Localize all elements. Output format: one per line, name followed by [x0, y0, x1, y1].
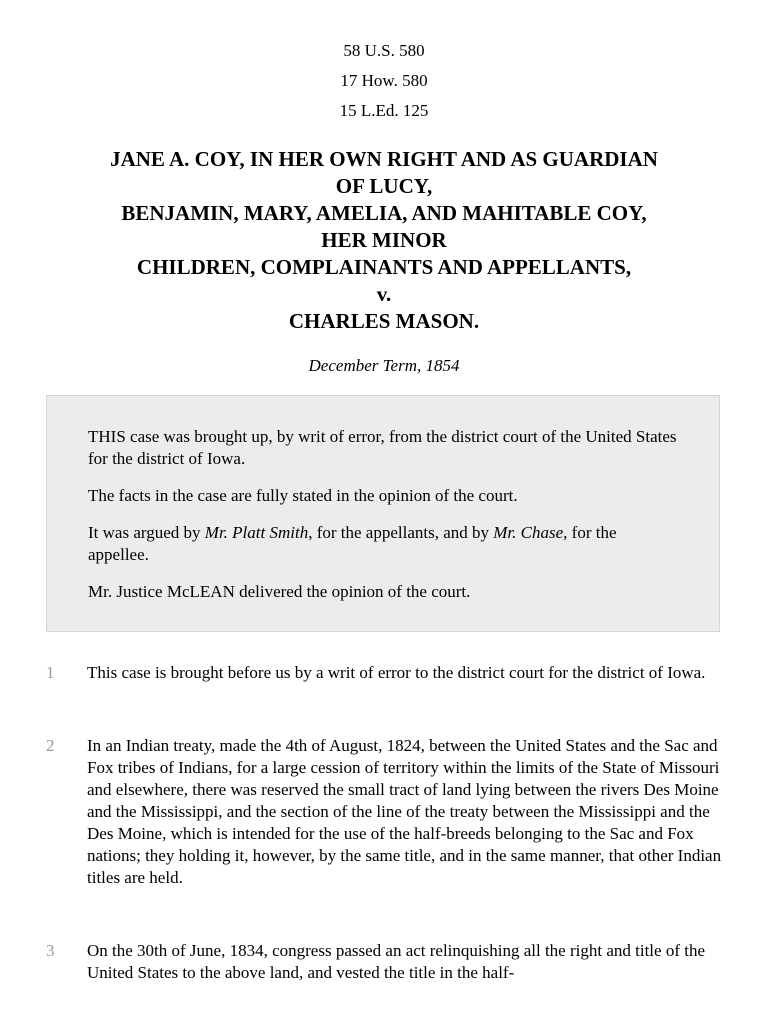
citation-how: 17 How. 580 [340, 71, 428, 90]
title-line: BENJAMIN, MARY, AMELIA, AND MAHITABLE COY, [121, 201, 647, 225]
paragraph-number: 2 [46, 736, 55, 755]
citation-led: 15 L.Ed. 125 [339, 101, 429, 120]
title-line: v. [376, 282, 392, 306]
citations [0, 36, 768, 126]
case-title [0, 146, 768, 335]
title-line: CHILDREN, COMPLAINANTS AND APPELLANTS, [136, 255, 632, 279]
syllabus-paragraph: THIS case was brought up, by writ of error, from the district court of the United States for the district of Iowa. [88, 427, 677, 468]
syllabus-counsel-paragraph [88, 522, 679, 566]
paragraph-number: 3 [46, 941, 55, 960]
syllabus-paragraph: The facts in the case are fully stated in the opinion of the court. [88, 486, 518, 505]
counsel-appellants: Mr. Platt Smith [204, 523, 309, 542]
title-line: HER MINOR [321, 228, 447, 252]
paragraph-text: This case is brought before us by a writ of error to the district court for the district of Iowa. [87, 663, 706, 682]
counsel-text: , for the appellee. [88, 523, 617, 564]
counsel-text: It was argued by [88, 523, 205, 542]
paragraph-text: In an Indian treaty, made the 4th of August, 1824, between the United States and the Sac and Fox tribes of Indians, for a large cession of territory within the limits of the State of Missouri and elsewhere, there was reserved the small tract of land lying between the rivers Des Moine and the Mississippi, and the section of the line of the treaty between the Mississippi and the Des Moine, which is intended for the use of the half-breeds belonging to the Sac and Fox nations; they holding it, however, by the same title, and in the same manner, that other Indian titles are held. [87, 736, 722, 887]
title-line: CHARLES MASON. [288, 309, 480, 333]
syllabus-paragraph: Mr. Justice McLEAN delivered the opinion of the court. [88, 582, 471, 601]
paragraph-text: On the 30th of June, 1834, congress passed an act relinquishing all the right and title of the United States to the above land, and vested the title in the half- [87, 941, 706, 982]
title-line: JANE A. COY, IN HER OWN RIGHT AND AS GUARDIAN [110, 147, 658, 171]
title-line: OF LUCY, [335, 174, 433, 198]
paragraph-number: 1 [46, 663, 55, 682]
counsel-text: , for the appellants, and by [308, 523, 494, 542]
syllabus-box [46, 395, 720, 632]
citation-us: 58 U.S. 580 [343, 41, 425, 60]
term-date: December Term, 1854 [308, 356, 460, 375]
counsel-appellee: Mr. Chase [493, 523, 564, 542]
